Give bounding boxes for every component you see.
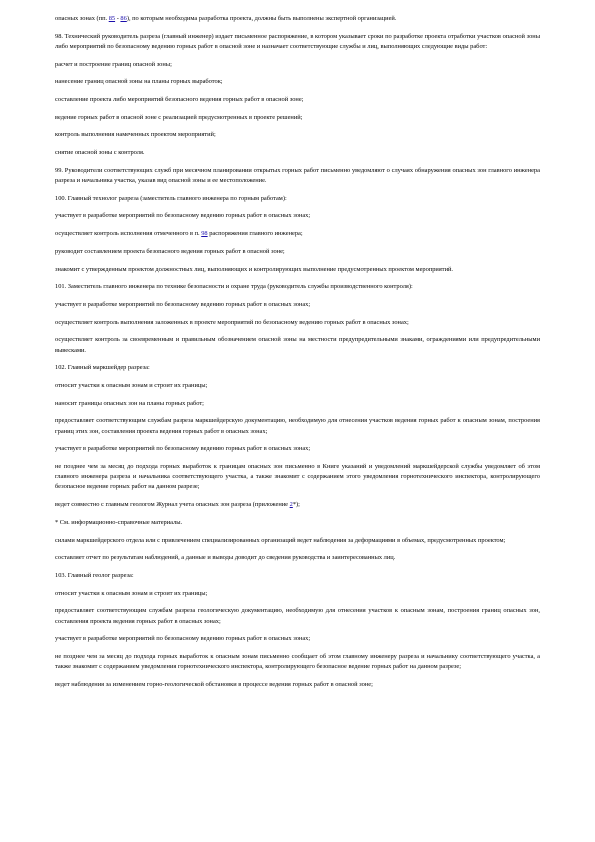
paragraph [55, 194, 540, 204]
paragraph [55, 536, 540, 546]
paragraph-text: составляет отчет по результатам наблюдений, а данные и выводы доводит до сведения руководства и заинтересованных лиц. [55, 554, 396, 562]
paragraph-text: предоставляет соответствующим службам разреза маркшейдерскую документацию, необходимую для отнесения участков ведения горных работ к опасным зонам, построения границ этих зон, составления проекта ведения горных работ в опасных зонах; [55, 417, 540, 435]
reference-link[interactable]: 85 [108, 15, 116, 22]
paragraph [55, 589, 540, 599]
paragraph [55, 381, 540, 391]
paragraph [55, 571, 540, 581]
reference-link[interactable]: 98 [201, 230, 208, 238]
paragraph-text: - [115, 15, 121, 22]
paragraph-text: ведет наблюдения за изменением горно-геологической обстановки в процессе ведения горных работ в опасной зоне; [55, 680, 373, 688]
paragraph-text: 102. Главный маркшейдер разреза: [55, 364, 150, 372]
paragraph-text: осуществляет контроль выполнения заложенных в проекте мероприятий по безопасному ведению горных работ в опасных зонах; [55, 318, 409, 326]
paragraph-text: участвует в разработке мероприятий по безопасному ведению горных работ в опасных зонах; [55, 445, 311, 453]
paragraph-text: ), по которым необходима разработка проекта, должны быть выполнены экспертной организацией. [126, 15, 397, 22]
paragraph [55, 247, 540, 257]
paragraph-text: опасных зонах (пп. [55, 15, 109, 22]
paragraph-text: расчет и построение границ опасной зоны; [55, 60, 172, 68]
paragraph [55, 148, 540, 158]
paragraph [55, 606, 540, 626]
paragraph-text: участвует в разработке мероприятий по безопасному ведению горных работ в опасных зонах; [55, 300, 311, 308]
paragraph [55, 300, 540, 310]
paragraph-text: 99. Руководители соответствующих служб при месячном планировании открытых горных работ письменно уведомляют о случаях обнаружения опасных зон главного инженера разреза и начальника участка, указав вид опасной зоны и ее местоположение. [55, 166, 540, 185]
paragraph-text: осуществляет контроль исполнения отмеченного в п. [55, 230, 202, 238]
paragraph-text: знакомит с утвержденным проектом должностных лиц, выполняющих и контролирующих выполнение предусмотренных проектом мероприятий. [55, 265, 454, 273]
paragraph-text: распоряжения главного инженера; [207, 230, 303, 238]
paragraph [55, 500, 540, 510]
paragraph-text: предоставляет соответствующим службам разреза геологическую документацию, необходимую для отнесения участков к опасным зонам, построения границ опасных зон, составления проекта ведения горных работ в опасных зонах; [55, 607, 540, 625]
paragraph-text: участвует в разработке мероприятий по безопасному ведению горных работ в опасных зонах; [55, 635, 311, 643]
paragraph-text: осуществляет контроль за своевременным и правильным обозначением опасной зоны на местности предупредительными знаками, ограждениями или предупредительными вывесками. [55, 336, 540, 354]
paragraph [55, 518, 540, 528]
paragraph-text: относит участки к опасным зонам и строит их границы; [55, 381, 208, 389]
paragraph-text: 103. Главный геолог разреза: [55, 571, 134, 579]
paragraph [55, 60, 540, 70]
paragraph [55, 95, 540, 105]
paragraph [55, 416, 540, 436]
paragraph-text: относит участки к опасным зонам и строит их границы; [55, 589, 208, 597]
paragraph-text: не позднее чем за месяц до подхода горных выработок к границам опасных зон письменно в Книге указаний и уведомлений маркшейдерской службы уведомляет об этом главного инженера разреза и начальника соответствующего участка, а также знакомит с содержанием этого уведомления горнотехнического инспектора, контролирующего безопасное ведение горных работ на данном разрезе; [55, 462, 540, 491]
paragraph-text: составление проекта либо мероприятий безопасного ведения горных работ в опасной зоне; [55, 96, 304, 104]
paragraph-text: *); [292, 501, 300, 509]
reference-link[interactable]: 86 [120, 15, 127, 22]
paragraph [55, 399, 540, 409]
paragraph-text: 101. Заместитель главного инженера по технике безопасности и охране труда (руководитель службы производственного контроля): [55, 283, 413, 291]
paragraph [55, 462, 540, 493]
paragraph [55, 265, 540, 275]
paragraph-text: наносит границы опасных зон на планы горных работ; [55, 399, 204, 407]
paragraph [55, 229, 540, 239]
paragraph [55, 318, 540, 328]
paragraph [55, 130, 540, 140]
paragraph-text: ведение горных работ в опасной зоне с реализацией предусмотренных в проекте решений; [55, 113, 303, 121]
reference-link[interactable]: 2 [289, 501, 293, 509]
paragraph-text: нанесение границ опасной зоны на планы горных выработок; [55, 78, 223, 86]
paragraph [55, 680, 540, 690]
paragraph [55, 335, 540, 355]
paragraph-text: 98. Технический руководитель разреза (главный инженер) издает письменное распоряжение, в котором указывает сроки по разработке проекта отработки участков опасной зоны либо мероприятий по безопасному ведению горных работ в опасной зоне и назначает соответствующие службы и лиц, выполняющих следующие виды работ: [55, 32, 540, 50]
paragraph-text: участвует в разработке мероприятий по безопасному ведению горных работ в опасных зонах; [55, 212, 311, 220]
paragraph-text: 100. Главный технолог разреза (заместитель главного инженера по горным работам): [55, 194, 287, 202]
paragraph-text: силами маркшейдерского отдела или с привлечением специализированных организаций ведет наблюдения за деформациями в объемах, предусмотренных проектом; [55, 536, 506, 544]
paragraph-text: контроль выполнения намеченных проектом мероприятий; [55, 131, 216, 139]
paragraph-text: не позднее чем за месяц до подхода горных выработок к опасным зонам письменно сообщает об этом главному инженеру разреза и начальнику соответствующего участка, а также знакомит с содержанием уведомления горнотехнического инспектора, контролирующего безопасное ведение горных работ на данном разрезе; [55, 652, 540, 671]
paragraph [55, 634, 540, 644]
paragraph [55, 211, 540, 221]
paragraph-text: руководит составлением проекта безопасного ведения горных работ в опасной зоне; [55, 247, 285, 255]
paragraph [55, 652, 540, 672]
paragraph [55, 444, 540, 454]
paragraph [55, 553, 540, 563]
paragraph [55, 282, 540, 292]
paragraph [55, 32, 540, 52]
paragraph [55, 363, 540, 373]
paragraph-text: снятие опасной зоны с контроля. [55, 149, 145, 157]
paragraph [55, 166, 540, 186]
paragraph-text: * См. информационно-справочные материалы. [55, 518, 183, 526]
paragraph [55, 113, 540, 123]
paragraph [55, 14, 540, 24]
paragraph [55, 77, 540, 87]
paragraph-text: ведет совместно с главным геологом Журнал учета опасных зон разреза (приложение [55, 501, 290, 509]
